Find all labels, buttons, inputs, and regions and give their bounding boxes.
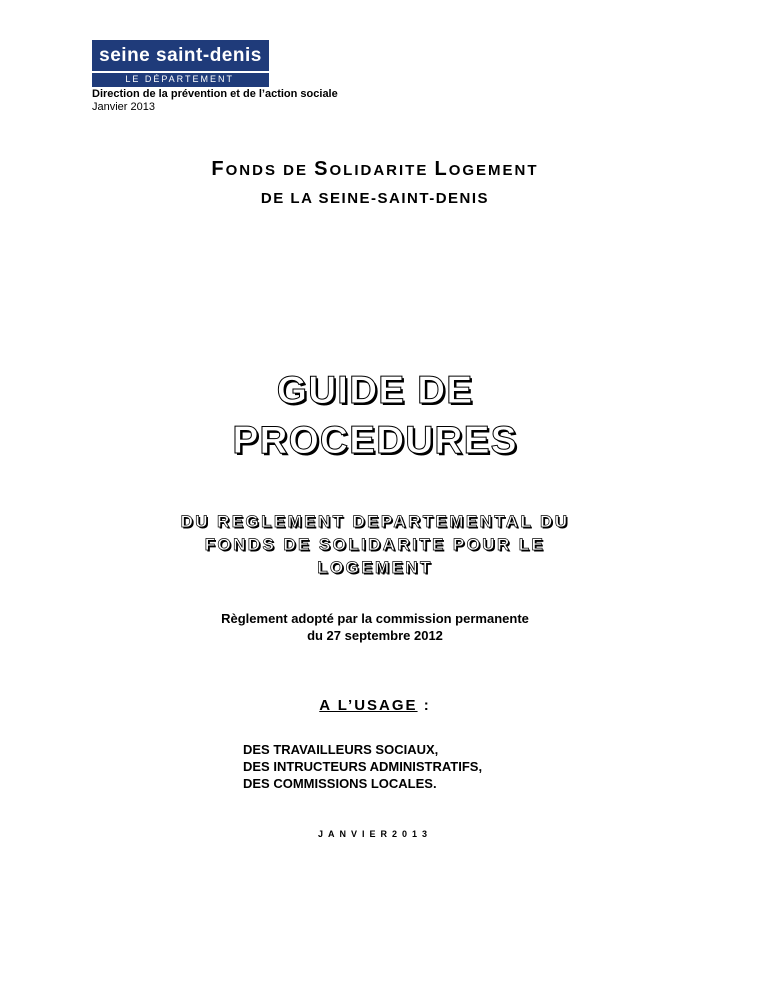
title-word-1-rest: ONDS DE: [225, 162, 315, 179]
reglement-line-3: LOGEMENT: [317, 558, 433, 577]
title-word-3-rest: OGEMENT: [448, 162, 539, 179]
fsl-title: [0, 158, 750, 181]
seine-saint-denis-logo: [92, 40, 269, 86]
adoption-line-1: Règlement adopté par la commission permanente: [221, 611, 529, 626]
logo-underline: [92, 86, 269, 87]
adoption-note: [0, 610, 750, 644]
audience-item: DES INTRUCTEURS ADMINISTRATIFS,: [243, 759, 483, 774]
reglement-heading: [0, 510, 750, 579]
usage-label: A L’USAGE: [319, 697, 418, 714]
usage-heading: [0, 697, 750, 714]
audience-item: DES TRAVAILLEURS SOCIAUX,: [243, 742, 439, 757]
title-word-1-cap: F: [211, 158, 226, 180]
footer-date: JANVIER2013: [317, 829, 433, 839]
reglement-line-1: DU REGLEMENT DEPARTEMENTAL DU: [180, 512, 570, 531]
header-date: Janvier 2013: [92, 101, 155, 113]
reglement-line-2: FONDS DE SOLIDARITE POUR LE: [204, 535, 546, 554]
guide-title-line-2: PROCEDURES: [232, 419, 518, 462]
fsl-subtitle: DE LA SEINE-SAINT-DENIS: [260, 190, 490, 207]
title-word-2-rest: OLIDARITE: [329, 162, 435, 179]
title-word-3-cap: L: [434, 158, 449, 180]
audience-item: DES COMMISSIONS LOCALES.: [243, 776, 437, 791]
logo-wordmark: seine saint-denis: [92, 40, 269, 71]
department-name: Direction de la prévention et de l’action sociale: [92, 88, 338, 100]
audience-list: [243, 741, 482, 792]
guide-title-line-1: GUIDE DE: [276, 369, 474, 412]
guide-title: [0, 366, 750, 466]
usage-colon: :: [417, 697, 431, 714]
logo-tagline: LE DÉPARTEMENT: [92, 71, 269, 86]
title-word-2-cap: S: [314, 158, 330, 180]
adoption-line-2: du 27 septembre 2012: [307, 628, 443, 643]
